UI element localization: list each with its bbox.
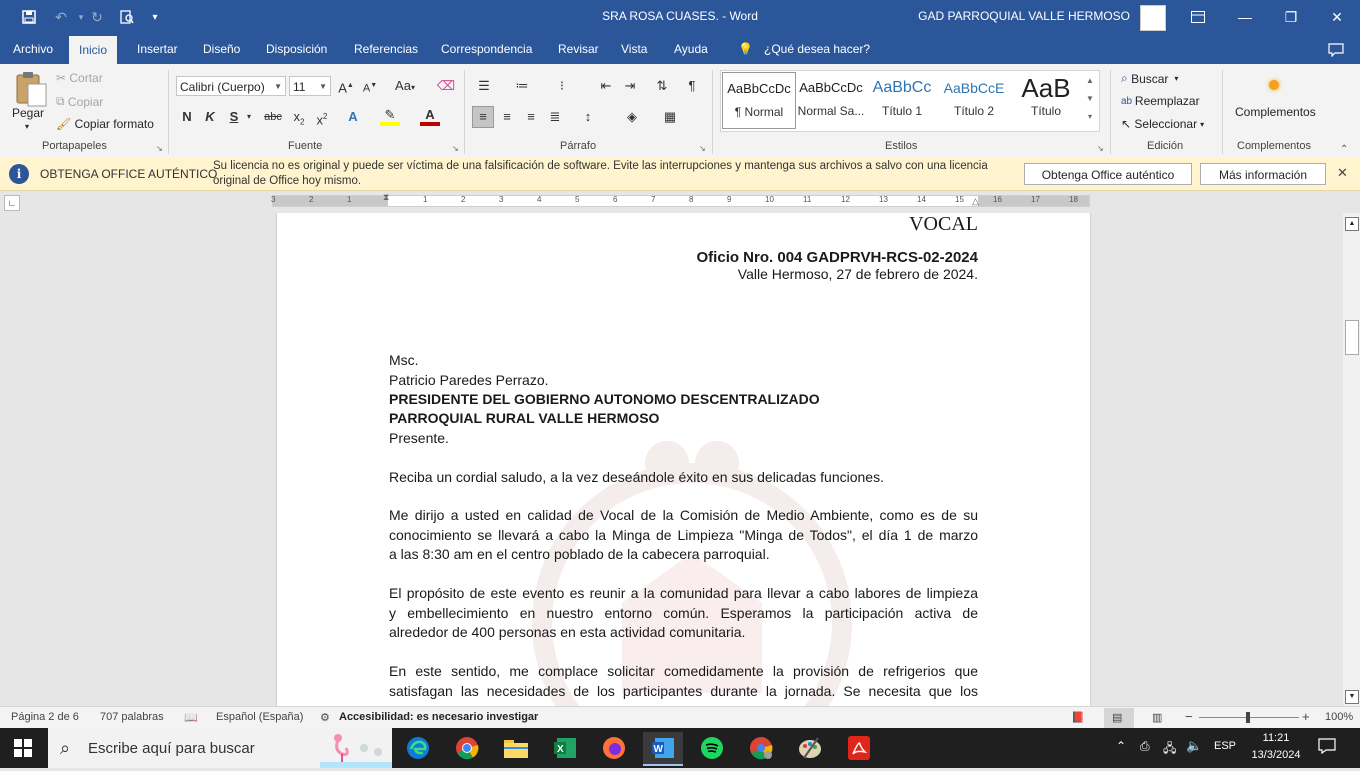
acrobat-icon[interactable] (839, 732, 879, 764)
paste-button[interactable]: Pegar (12, 106, 45, 120)
print-layout-icon[interactable]: ▤ (1112, 712, 1123, 724)
windows-taskbar (0, 728, 1360, 768)
style-normal[interactable]: AaBbCcDc ¶ Normal (722, 72, 796, 129)
replace-button[interactable]: ab Reemplazar (1121, 94, 1200, 108)
read-mode-icon[interactable]: 📕 (1071, 712, 1085, 724)
redo-icon[interactable]: ↻ (91, 8, 103, 25)
italic-icon[interactable]: K (205, 109, 215, 124)
style-titulo-1[interactable]: AaBbCc Título 1 (872, 79, 932, 118)
paragraph-1-line-3: a las 8:30 am en el centro poblado de la cabecera parroquial. (389, 546, 770, 562)
borders-icon[interactable]: ▦ (663, 109, 677, 124)
document-area (0, 213, 1343, 706)
ruler-number: 5 (575, 195, 580, 204)
dialog-launcher-icon[interactable]: ↘ (452, 144, 459, 153)
ruler-number: 4 (537, 195, 542, 204)
input-language[interactable]: ESP (1214, 740, 1237, 752)
group-separator (712, 70, 713, 154)
ruler-number: 6 (613, 195, 618, 204)
status-bar (0, 706, 1360, 729)
recipient-position-1: PRESIDENTE DEL GOBIERNO AUTONOMO DESCENTRALIZADO (389, 391, 820, 407)
window-title: SRA ROSA CUASES. - Word (602, 9, 758, 23)
accessibility-status[interactable]: Accesibilidad: es necesario investigar (339, 711, 539, 723)
notifications-icon[interactable] (1318, 738, 1336, 757)
windows-start-icon[interactable] (14, 739, 32, 760)
paragraph-1-line-1: Me dirijo a usted en calidad de Vocal de la Comisión de Medio Ambiente, como es de su (389, 507, 978, 523)
greeting-line: Reciba un cordial saludo, a la vez deseándole éxito en sus delicadas funciones. (389, 469, 884, 485)
cut-button[interactable]: ✂ Cortar (56, 71, 103, 85)
paste-icon[interactable] (14, 70, 48, 110)
tab-diseno[interactable]: Diseño (203, 42, 241, 56)
bullets-icon[interactable]: ☰ (478, 78, 490, 93)
ruler-number: 10 (765, 195, 774, 204)
format-painter-button[interactable]: 🖌 Copiar formato (56, 117, 154, 131)
scroll-down-icon[interactable]: ▼ (1345, 690, 1359, 704)
tab-inicio[interactable]: Inicio (69, 36, 117, 64)
infobar-message-line2: original de Office hoy mismo. (213, 175, 362, 187)
ruler-bar (0, 191, 1360, 213)
tab-ayuda[interactable]: Ayuda (674, 42, 708, 56)
print-preview-icon[interactable] (116, 7, 138, 27)
network-icon[interactable]: 🖧 (1163, 741, 1177, 755)
show-hidden-icons[interactable]: ⌃ (1116, 739, 1127, 753)
word-icon[interactable] (643, 732, 683, 766)
ruler-number: 11 (803, 195, 812, 204)
bold-icon[interactable]: N (182, 109, 192, 124)
select-button[interactable]: ↖ Seleccionar ▾ (1121, 117, 1205, 131)
font-name-combo[interactable]: Calibri (Cuerpo) ▼ (176, 76, 286, 96)
infobar-message-line1: Su licencia no es original y puede ser víctima de una falsificación de software. Evite las interrupciones y mantenga sus archivos a salvo con una licencia (213, 160, 988, 172)
word-count[interactable]: 707 palabras (100, 711, 164, 723)
recipient-title: Msc. (389, 352, 419, 368)
group-separator (168, 70, 169, 154)
save-icon[interactable] (18, 7, 40, 27)
addins-group-label: Complementos (1237, 140, 1311, 152)
file-explorer-icon[interactable] (496, 732, 536, 764)
font-color-icon[interactable]: A (420, 107, 440, 126)
ruler-number: 18 (1069, 195, 1078, 204)
ruler-number: 9 (727, 195, 732, 204)
show-formatting-icon[interactable]: ¶ (688, 78, 696, 93)
lightbulb-icon: 💡 (738, 42, 753, 56)
highlight-icon[interactable]: ✎ (380, 107, 400, 126)
ruler-number: 2 (461, 195, 466, 204)
proofing-icon[interactable]: 📖 (184, 712, 198, 724)
paragraph-2-line-1: El propósito de este evento es reunir a la comunidad para llevar a cabo labores de limpieza (389, 585, 978, 601)
ruler-number: 1 (347, 195, 352, 204)
copy-button[interactable]: ⧉ Copiar (56, 94, 104, 109)
page-count[interactable]: Página 2 de 6 (11, 711, 79, 723)
align-center-icon[interactable]: ≡ (503, 109, 511, 124)
search-icon: ⌕ (60, 738, 71, 758)
svg-text:X: X (557, 744, 564, 755)
strikethrough-icon[interactable]: abc (264, 111, 282, 123)
shading-icon[interactable]: ◈ (627, 109, 637, 124)
clear-formatting-icon[interactable]: ⌫ (436, 78, 456, 93)
tab-insertar[interactable]: Insertar (137, 42, 178, 56)
chrome-icon[interactable] (447, 732, 487, 764)
multilevel-list-icon[interactable]: ⁝ (559, 78, 565, 93)
text-effects-icon[interactable]: A (348, 109, 358, 124)
ruler-number: 12 (841, 195, 850, 204)
web-layout-icon[interactable]: ▥ (1152, 712, 1163, 724)
vertical-scrollbar[interactable] (1343, 213, 1360, 706)
flamingo-icon (320, 732, 392, 771)
meet-now-icon[interactable]: ⎙ (1140, 739, 1150, 753)
paragraph-3-line-1: En este sentido, me complace solicitar comedidamente la provisión de refrigerios que (389, 663, 978, 679)
more-info-button[interactable]: Más información (1200, 163, 1326, 185)
line-spacing-icon[interactable]: ↕ (584, 109, 592, 124)
taskbar-search-box[interactable] (48, 728, 392, 768)
sort-icon[interactable]: ⇅ (656, 78, 668, 93)
subscript-icon[interactable]: $x_2$ (293, 109, 305, 127)
addins-button[interactable]: Complementos (1235, 105, 1316, 119)
ruler-number: 8 (689, 195, 694, 204)
dialog-launcher-icon[interactable]: ↘ (156, 144, 163, 153)
group-separator (1222, 70, 1223, 154)
font-group-label: Fuente (288, 140, 323, 152)
align-left-icon[interactable]: ≡ (472, 106, 494, 128)
justify-icon[interactable]: ≣ (549, 109, 561, 124)
search-placeholder: Escribe aquí para buscar (88, 740, 255, 757)
numbering-icon[interactable]: ≔ (515, 78, 529, 93)
grow-font-icon[interactable]: A▲ (338, 80, 354, 96)
replace-icon: ab (1121, 95, 1135, 107)
style-titulo-2[interactable]: AaBbCcE Título 2 (943, 80, 1005, 118)
collapse-ribbon-icon[interactable]: ⌃ (1340, 144, 1349, 155)
dialog-launcher-icon[interactable]: ↘ (1097, 144, 1104, 153)
find-button[interactable]: ⌕ Buscar ▾ (1121, 71, 1179, 86)
chevron-down-icon: ▼ (319, 82, 327, 91)
chevron-down-icon: ▼ (274, 82, 282, 91)
volume-icon[interactable]: 🔈 (1186, 738, 1203, 753)
comments-icon[interactable] (1318, 34, 1354, 64)
copy-icon: ⧉ (56, 94, 68, 108)
excel-icon[interactable] (545, 732, 585, 764)
recipient-name: Patricio Paredes Perrazo. (389, 372, 549, 388)
superscript-icon[interactable]: $x^2$ (316, 112, 328, 128)
addins-icon[interactable] (1269, 80, 1279, 90)
styles-group-label: Estilos (885, 140, 918, 152)
ruler-number: 13 (879, 195, 888, 204)
chrome-profile-icon[interactable] (741, 732, 781, 764)
infobar-title: OBTENGA OFFICE AUTÉNTICO (40, 167, 218, 181)
organization-name: GAD PARROQUIAL VALLE HERMOSO (918, 9, 1130, 23)
document-page[interactable] (276, 213, 1091, 706)
paste-dropdown-icon[interactable]: ▾ (25, 122, 30, 131)
tab-referencias[interactable]: Referencias (354, 42, 419, 56)
license-info-bar (0, 158, 1360, 191)
search-icon: ⌕ (1121, 71, 1132, 85)
tab-vista[interactable]: Vista (621, 42, 648, 56)
ribbon (0, 64, 1360, 159)
editing-group-label: Edición (1147, 140, 1184, 152)
undo-dropdown-icon[interactable]: ▾ (78, 11, 84, 22)
style-normal-sa[interactable]: AaBbCcDc Normal Sa... (797, 80, 865, 118)
paragraph-3-line-2: satisfagan las necesidades de los participantes durante la jornada. Se necesita que los (389, 683, 978, 699)
ruler-number: 14 (917, 195, 926, 204)
paragraph-2-line-2: y embellecimiento en nuestro entorno común. Esperamos la participación activa de (389, 605, 978, 621)
horizontal-ruler[interactable] (272, 195, 1090, 207)
oficio-number: Oficio Nro. 004 GADPRVH-RCS-02-2024 (696, 249, 978, 266)
ruler-number: 1 (423, 195, 428, 204)
paragraph-2-line-3: alrededor de 400 personas en esta actividad comunitaria. (389, 624, 746, 640)
dialog-launcher-icon[interactable]: ↘ (699, 144, 706, 153)
vocal-header: VOCAL (909, 213, 978, 235)
accessibility-icon: ⚙ (320, 712, 330, 724)
paint-icon[interactable] (790, 732, 830, 764)
ruler-number: 16 (993, 195, 1002, 204)
language-indicator[interactable]: Español (España) (216, 711, 304, 723)
title-bar (0, 0, 1360, 34)
ruler-left-margin (273, 196, 388, 206)
close-icon[interactable]: ✕ (1331, 8, 1343, 25)
ribbon-display-options-icon[interactable] (1175, 0, 1221, 34)
scroll-thumb[interactable] (1345, 320, 1359, 355)
style-titulo[interactable]: AaB Título (1021, 73, 1071, 118)
paragraph-group-label: Párrafo (560, 140, 597, 152)
firefox-icon[interactable] (594, 732, 634, 764)
edge-icon[interactable] (398, 732, 438, 764)
zoom-slider-thumb[interactable] (1246, 712, 1250, 723)
group-separator (1110, 70, 1111, 154)
tab-disposicion[interactable]: Disposición (266, 42, 328, 56)
ruler-number: 15 (955, 195, 964, 204)
ruler-number: 3 (499, 195, 504, 204)
get-office-button[interactable]: Obtenga Office auténtico (1024, 163, 1192, 185)
shrink-font-icon[interactable]: A▼ (362, 82, 378, 95)
ruler-number: 3 (271, 195, 276, 204)
clock-date[interactable]: 13/3/2024 (1251, 749, 1301, 761)
decrease-indent-icon[interactable]: ⇤ (600, 78, 612, 93)
align-right-icon[interactable]: ≡ (527, 109, 535, 124)
styles-scroll[interactable]: ▲ ▼ ▾ (1086, 76, 1094, 121)
font-size-combo[interactable]: 11 ▼ (289, 76, 331, 96)
zoom-level[interactable]: 100% (1325, 711, 1354, 723)
paragraph-1-line-2: conocimiento se llevará a cabo la Minga de Limpieza "Minga de Todos", el día 1 de marzo (389, 527, 978, 543)
indent-marker-icon[interactable]: ⧗ (383, 192, 390, 202)
ribbon-tabs (0, 34, 1360, 64)
tab-correspondencia[interactable]: Correspondencia (441, 42, 533, 56)
spotify-icon[interactable] (692, 732, 732, 764)
clipboard-group-label: Portapapeles (42, 140, 107, 152)
ruler-number: 7 (651, 195, 656, 204)
zoom-in-icon[interactable]: + (1302, 709, 1310, 724)
tell-me-search[interactable]: ¿Qué desea hacer? (764, 42, 871, 56)
minimize-icon[interactable]: — (1238, 9, 1252, 25)
ruler-number: 2 (309, 195, 314, 204)
undo-icon[interactable]: ↶ (55, 8, 67, 25)
cursor-icon: ↖ (1121, 117, 1135, 131)
recipient-position-2: PARROQUIAL RURAL VALLE HERMOSO (389, 410, 660, 426)
customize-qat-icon[interactable]: ▾ (152, 11, 158, 23)
svg-text:W: W (653, 744, 663, 755)
underline-dropdown-icon[interactable]: ▾ (246, 112, 251, 121)
brush-icon: 🖌 (56, 117, 75, 131)
clock-time[interactable]: 11:21 (1262, 732, 1290, 744)
account-avatar[interactable] (1140, 5, 1166, 31)
zoom-out-icon[interactable]: − (1185, 709, 1193, 724)
scissors-icon: ✂ (56, 71, 70, 85)
letter-date: Valle Hermoso, 27 de febrero de 2024. (737, 266, 978, 282)
right-indent-marker-icon[interactable]: △ (972, 196, 979, 206)
tab-revisar[interactable]: Revisar (558, 42, 599, 56)
close-icon[interactable]: ✕ (1337, 165, 1348, 180)
underline-icon[interactable]: S (229, 109, 239, 124)
change-case-icon[interactable]: Aa▾ (395, 78, 415, 93)
info-icon: i (9, 164, 29, 184)
restore-icon[interactable]: ❐ (1284, 8, 1298, 25)
tab-selector-icon[interactable]: ∟ (4, 195, 20, 211)
ruler-number: 17 (1031, 195, 1040, 204)
group-separator (464, 70, 465, 154)
scroll-up-icon[interactable]: ▲ (1345, 217, 1359, 231)
tab-archivo[interactable]: Archivo (13, 42, 54, 56)
presente-line: Presente. (389, 430, 449, 446)
increase-indent-icon[interactable]: ⇥ (624, 78, 636, 93)
